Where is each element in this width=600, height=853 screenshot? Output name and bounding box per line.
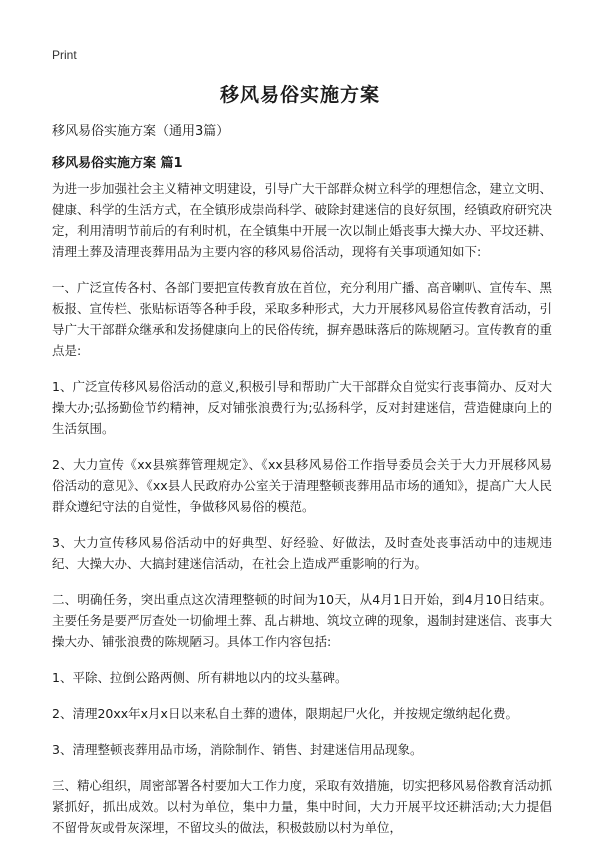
paragraph-item-2-3: 3、清理整顿丧葬用品市场，消除制作、销售、封建迷信用品现象。 — [52, 742, 423, 757]
section-heading: 移风易俗实施方案 篇1 — [52, 156, 183, 171]
paragraph-intro: 为进一步加强社会主义精神文明建设，引导广大干部群众树立科学的理想信念，建立文明、健康、科学的生活方式，在全镇形成崇尚科学、破除封建迷信的良好氛围，经镇政府研究决定，利用清明节前后的有利时机，在全镇集中开展一次以制止婚丧事大操大办、平坟还耕、清理土葬及清理丧葬用品为主要内容的移风易俗活动，现将有关事项通知如下: — [52, 181, 553, 259]
document-body — [52, 178, 552, 853]
paragraph-item-1-2: 2、大力宣传《xx县殡葬管理规定》、《xx县移风易俗工作指导委员会关于大力开展移风易俗活动的意见》、《xx县人民政府办公室关于清理整顿丧葬用品市场的通知》，提高广大人民群众遵纪守法的自觉性，争做移风易俗的模范。 — [52, 457, 552, 514]
paragraph-item-2-1: 1、平除、拉倒公路两侧、所有耕地以内的坟头墓碑。 — [52, 670, 348, 685]
paragraph-section-3: 三、精心组织，周密部署各村要加大工作力度，采取有效措施，切实把移风易俗教育活动抓紧抓好，抓出成效。以村为单位，集中力量，集中时间，大力开展平坟还耕活动;大力提倡不留骨灰或骨灰深埋，不留坟头的做法，积极鼓励以村为单位， — [52, 778, 553, 835]
document-subtitle: 移风易俗实施方案（通用3篇） — [52, 124, 230, 139]
paragraph-section-2: 二、明确任务，突出重点这次清理整顿的时间为10天，从4月1日开始，到4月10日结束。主要任务是要严厉查处一切偷埋土葬、乱占耕地、筑坟立碑的现象，遏制封建迷信、丧事大操大办、铺张浪费的陈规陋习。具体工作内容包括: — [52, 592, 553, 649]
print-label[interactable]: Print — [52, 48, 77, 62]
paragraph-item-2-2: 2、清理20xx年x月x日以来私自土葬的遗体，限期起尸火化，并按规定缴纳起化费。 — [52, 706, 518, 721]
paragraph-section-1: 一、广泛宣传各村、各部门要把宣传教育放在首位，充分利用广播、高音喇叭、宣传车、黑板报、宣传栏、张贴标语等各种手段，采取多种形式，大力开展移风易俗宣传教育活动，引导广大干部群众继承和发扬健康向上的民俗传统，摒弃愚昧落后的陈规陋习。宣传教育的重点是: — [52, 280, 553, 358]
paragraph-item-1-1: 1、广泛宣传移风易俗活动的意义,积极引导和帮助广大干部群众自觉实行丧事简办、反对大操大办;弘扬勤俭节约精神，反对铺张浪费行为;弘扬科学，反对封建迷信，营造健康向上的生活氛围。 — [52, 379, 552, 436]
paragraph-item-1-3: 3、大力宣传移风易俗活动中的好典型、好经验、好做法，及时查处丧事活动中的违规违纪、大操大办、大搞封建迷信活动，在社会上造成严重影响的行为。 — [52, 535, 552, 571]
document-title: 移风易俗实施方案 — [219, 84, 380, 106]
